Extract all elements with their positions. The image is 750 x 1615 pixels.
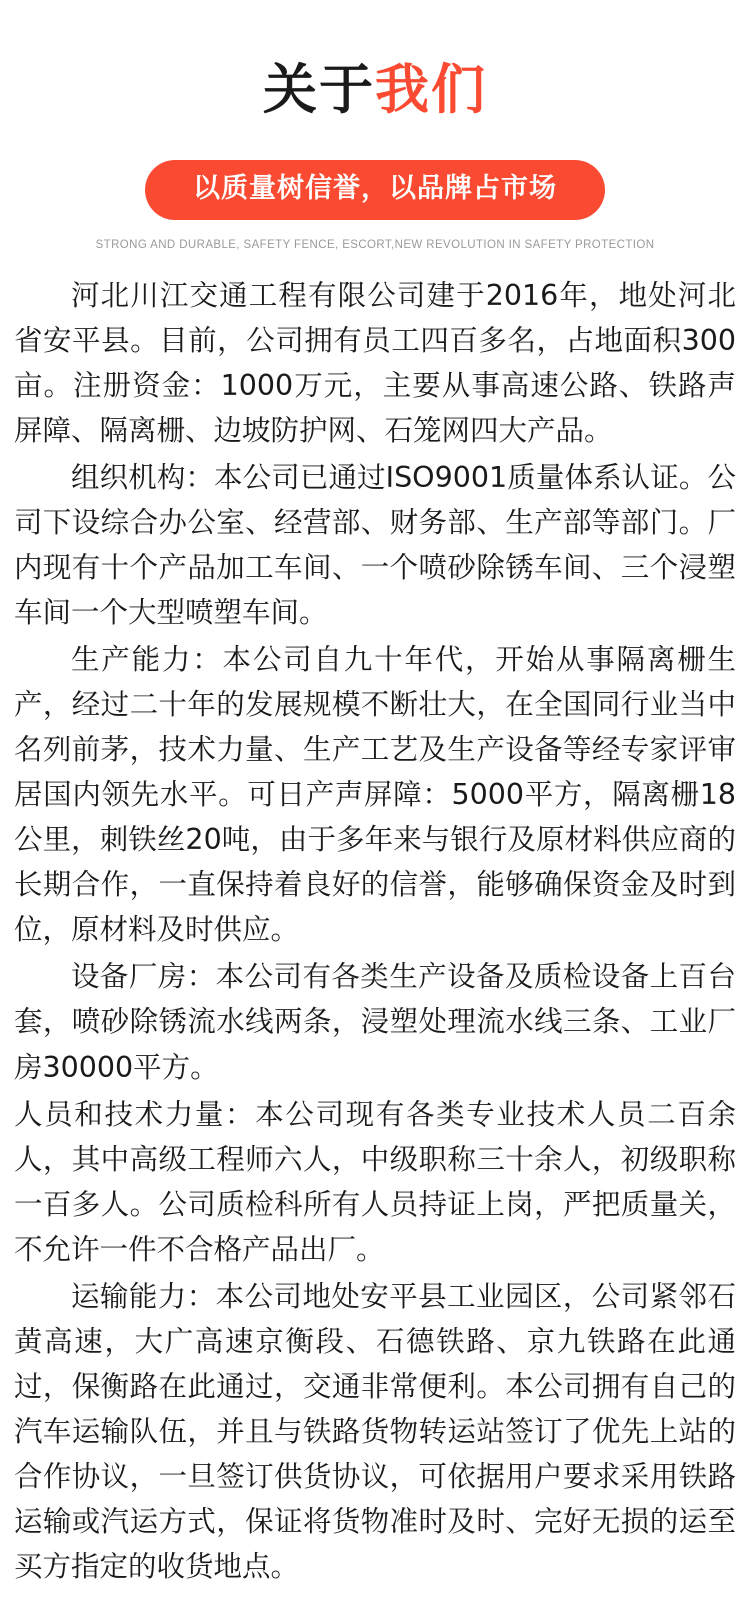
paragraph-equipment: 设备厂房：本公司有各类生产设备及质检设备上百台套，喷砂除锈流水线两条，浸塑处理流水线三条、工业厂房30000平方。 (14, 960, 736, 1084)
paragraph-transport: 运输能力：本公司地处安平县工业园区，公司紧邻石黄高速，大广高速京衡段、石德铁路、京九铁路在此通过，保衡路在此通过，交通非常便利。本公司拥有自己的汽车运输队伍，并且与铁路货物转运站签订了优先上站的合作协议，一旦签订供货协议，可依据用户要求采用铁路运输或汽运方式，保证将货物准时及时、完好无损的运至买方指定的收货地点。 (14, 1279, 736, 1583)
page-title (0, 36, 750, 124)
paragraph-intro: 河北川江交通工程有限公司建于2016年，地处河北省安平县。目前，公司拥有员工四百多名，占地面积300亩。注册资金：1000万元，主要从事高速公路、铁路声屏障、隔离栅、边坡防护网、石笼网四大产品。 (14, 279, 736, 448)
paragraph-organization: 组织机构：本公司已通过ISO9001质量体系认证。公司下设综合办公室、经营部、财务部、生产部等部门。厂内现有十个产品加工车间、一个喷砂除锈车间、三个浸塑车间一个大型喷塑车间。 (14, 461, 736, 630)
english-subtitle: STRONG AND DURABLE, SAFETY FENCE, ESCORT,NEW REVOLUTION IN SAFETY PROTECTION (95, 238, 655, 252)
company-description (0, 273, 750, 1614)
slogan-banner: 以质量树信誉，以品牌占市场 (145, 160, 605, 220)
paragraph-capacity: 生产能力：本公司自九十年代，开始从事隔离栅生产，经过二十年的发展规模不断壮大，在全国同行业当中名列前茅，技术力量、生产工艺及生产设备等经专家评审居国内领先水平。可日产声屏障：5000平方，隔离栅18公里，刺铁丝20吨，由于多年来与银行及原材料供应商的长期合作，一直保持着良好的信誉，能够确保资金及时到位，原材料及时供应。 (14, 643, 736, 947)
page-title-accent: 我们 (375, 58, 487, 122)
paragraph-personnel: 人员和技术力量：本公司现有各类专业技术人员二百余人，其中高级工程师六人，中级职称三十余人，初级职称一百多人。公司质检科所有人员持证上岗，严把质量关，不允许一件不合格产品出厂。 (14, 1097, 736, 1266)
page-title-main: 关于 (263, 58, 375, 122)
slogan-banner-wrap (0, 160, 750, 220)
about-us-page (0, 36, 750, 1615)
